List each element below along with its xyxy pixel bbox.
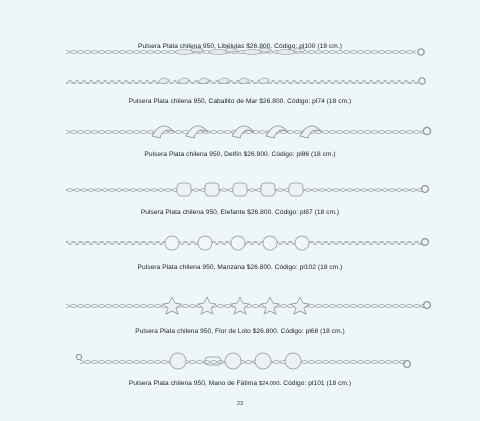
- hand-of-fatima-bracelet-image: [0, 348, 480, 376]
- elephant-bracelet-image: [0, 178, 480, 204]
- product-caption: Pulsera Plata chilena 950, Mano de Fátima $24.000. Código: pl101 (18 cm.): [128, 380, 352, 387]
- bracelet-item-apple: [0, 230, 480, 276]
- product-caption: Pulsera Plata chilena 950, Caballito de Mar $26.800. Código: pl74 (18 cm.): [128, 98, 352, 105]
- bracelet-item-elephant: [0, 178, 480, 220]
- product-price: $24.000: [258, 381, 280, 387]
- product-caption: Pulsera Plata chilena 950, Libélulas $26.800. Código: pl100 (18 cm.): [138, 43, 342, 50]
- apple-bracelet-image: [0, 230, 480, 258]
- clasp-icon: [424, 302, 431, 309]
- bracelet-item-lotus: [0, 292, 480, 338]
- clasp-icon: [422, 239, 429, 246]
- bracelet-item-hand-of-fatima: [0, 348, 480, 392]
- bracelet-item-seahorse: [0, 71, 480, 107]
- bracelet-item-dragonfly: [0, 38, 480, 58]
- product-caption: Pulsera Plata chilena 950, Delfín $26.800. Código: pl86 (18 cm.): [144, 151, 336, 158]
- lotus-bracelet-image: [0, 292, 480, 320]
- seahorse-bracelet-image: [0, 71, 480, 93]
- clasp-icon: [422, 186, 429, 193]
- page-number: 23: [236, 401, 244, 407]
- product-caption: Pulsera Plata chilena 950, Flor de Loto $26.800. Código: pl68 (18 cm.): [135, 328, 345, 335]
- clasp-icon: [419, 78, 425, 84]
- clasp-icon: [423, 127, 430, 134]
- bracelet-item-dolphin: [0, 118, 480, 160]
- dolphin-bracelet-image: [0, 118, 480, 144]
- product-caption: Pulsera Plata chilena 950, Manzana $26.800. Código: pl102 (18 cm.): [137, 264, 343, 271]
- product-caption: Pulsera Plata chilena 950, Elefante $26.800. Código: pl87 (18 cm.): [140, 209, 340, 216]
